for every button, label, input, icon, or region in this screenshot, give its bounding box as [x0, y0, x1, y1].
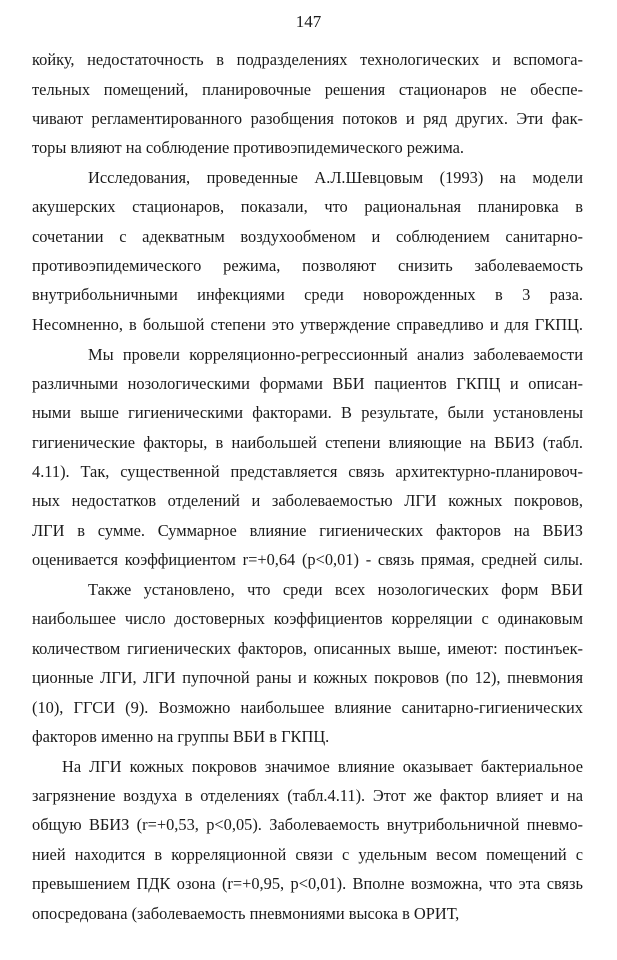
text-line: ционные ЛГИ, ЛГИ пупочной раны и кожных покровов (по 12), пневмония [32, 668, 583, 687]
text-line: гигиенические факторы, в наибольшей степени влияющие на ВБИЗ (табл. [32, 433, 583, 452]
text-line: наибольшее число достоверных коэффициентов корреляции с одинаковым [32, 609, 583, 628]
text-line: 4.11). Так, существенной представляется связь архитектурно-планировоч- [32, 462, 583, 481]
page-number: 147 [295, 12, 322, 31]
text-line: ЛГИ в сумме. Суммарное влияние гигиенических факторов на ВБИЗ [32, 521, 583, 540]
text-line: загрязнение воздуха в отделениях (табл.4.11). Этот же фактор влияет и на [32, 786, 583, 805]
text-line: ными выше гигиеническими факторами. В результате, были установлены [32, 403, 583, 422]
text-line: На ЛГИ кожных покровов значимое влияние оказывает бактериальное [62, 757, 583, 776]
text-line: койку, недостаточность в подразделениях технологических и вспомога- [32, 50, 583, 69]
text-line: различными нозологическими формами ВБИ пациентов ГКПЦ и описан- [32, 374, 583, 393]
text-line: чивают регламентированного разобщения потоков и ряд других. Эти фак- [32, 109, 583, 128]
text-line: опосредована (заболеваемость пневмониями высока в ОРИТ, [32, 904, 460, 923]
text-line: нией находится в корреляционной связи с удельным весом помещений с [32, 845, 583, 864]
text-line: факторов именно на группы ВБИ в ГКПЦ. [32, 727, 330, 746]
text-line: количеством гигиенических факторов, описанных выше, имеют: постинъек- [32, 639, 583, 658]
text-line: акушерских стационаров, показали, что рациональная планировка в [32, 197, 583, 216]
text-line: Мы провели корреляционно-регрессионный анализ заболеваемости [88, 345, 583, 364]
text-line: тельных помещений, планировочные решения стационаров не обеспе- [32, 80, 583, 99]
text-line: торы влияют на соблюдение противоэпидемического режима. [32, 138, 464, 157]
text-line: внутрибольничными инфекциями среди новорожденных в 3 раза. [32, 285, 583, 304]
text-line: противоэпидемического режима, позволяют снизить заболеваемость [32, 256, 583, 275]
text-line: Несомненно, в большой степени это утверждение справедливо и для ГКПЦ. [32, 315, 583, 334]
text-line: сочетании с адекватным воздухообменом и соблюдением санитарно- [32, 227, 583, 246]
text-line: Исследования, проведенные А.Л.Шевцовым (1993) на модели [88, 168, 583, 187]
text-line: (10), ГГСИ (9). Возможно наибольшее влияние санитарно-гигиенических [32, 698, 583, 717]
text-line: оценивается коэффициентом r=+0,64 (p<0,01) - связь прямая, средней силы. [32, 550, 583, 569]
text-line: общую ВБИЗ (r=+0,53, p<0,05). Заболеваемость внутрибольничной пневмо- [32, 815, 583, 834]
text-line: ных недостатков отделений и заболеваемостью ЛГИ кожных покровов, [32, 491, 583, 510]
text-line: Также установлено, что среди всех нозологических форм ВБИ [88, 580, 583, 599]
text-line: превышением ПДК озона (r=+0,95, p<0,01). Вполне возможна, что эта связь [32, 874, 583, 893]
